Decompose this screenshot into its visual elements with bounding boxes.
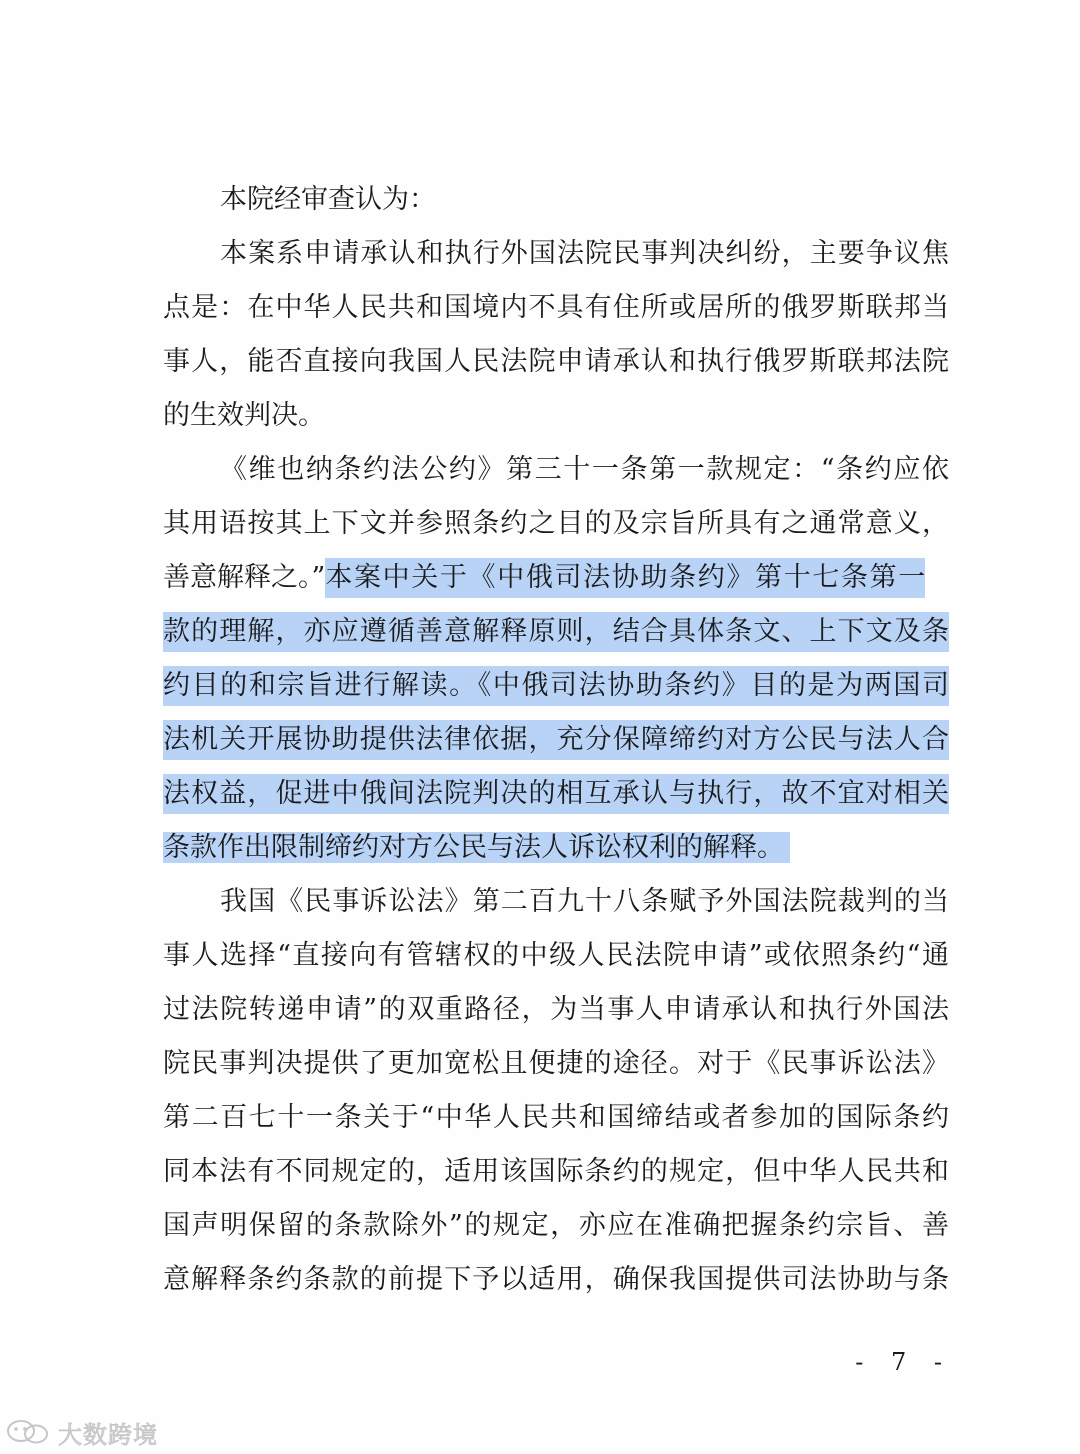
paragraph-line: 事人，能否直接向我国人民法院申请承认和执行俄罗斯联邦法院 (163, 346, 949, 377)
paragraph-line-mixed (163, 558, 925, 598)
paragraph-line: 院民事判决提供了更加宽松且便捷的途径。对于《民事诉讼法》 (163, 1048, 949, 1079)
paragraph-line: 意解释条约条款的前提下予以适用，确保我国提供司法协助与条 (163, 1264, 949, 1295)
paragraph-line: 本案系申请承认和执行外国法院民事判决纠纷，主要争议焦 (220, 238, 949, 269)
highlighted-text: 条款作出限制缔约对方公民与法人诉讼权利的解释。 (163, 832, 790, 863)
paragraph-line: 同本法有不同规定的，适用该国际条约的规定，但中华人民共和 (163, 1156, 949, 1187)
highlighted-line-wrap (163, 720, 949, 760)
highlighted-line-wrap (163, 666, 949, 706)
paragraph-line: 事人选择“直接向有管辖权的中级人民法院申请”或依照条约“通 (163, 940, 949, 971)
paragraph-line: 《维也纳条约法公约》第三十一条第一款规定：“条约应依 (220, 454, 949, 485)
paragraph-line: 过法院转递申请”的双重路径，为当事人申请承认和执行外国法 (163, 994, 949, 1025)
highlighted-text: 本案中关于《中俄司法协助条约》第十七条第一 (325, 558, 925, 598)
page-number: - 7 - (855, 1348, 952, 1376)
highlighted-text: 约目的和宗旨进行解读。《中俄司法协助条约》目的是为两国司 (163, 666, 949, 706)
paragraph-line: 其用语按其上下文并参照条约之目的及宗旨所具有之通常意义， (163, 508, 949, 539)
highlighted-line-wrap (163, 774, 949, 814)
paragraph-line: 的生效判决。 (163, 400, 325, 431)
highlighted-text: 款的理解，亦应遵循善意解释原则，结合具体条文、上下文及条 (163, 612, 949, 652)
wechat-style-logo-icon (4, 1418, 52, 1446)
highlighted-line-wrap (163, 828, 790, 868)
paragraph-line: 我国《民事诉讼法》第二百九十八条赋予外国法院裁判的当 (220, 886, 949, 917)
watermark (4, 1414, 158, 1450)
paragraph-line: 点是：在中华人民共和国境内不具有住所或居所的俄罗斯联邦当 (163, 292, 949, 323)
highlighted-text: 法机关开展协助提供法律依据，充分保障缔约对方公民与法人合 (163, 720, 949, 760)
watermark-text: 大数跨境 (58, 1420, 158, 1449)
paragraph-line: 本院经审查认为： (220, 184, 436, 215)
highlighted-text: 法权益，促进中俄间法院判决的相互承认与执行，故不宜对相关 (163, 774, 949, 814)
unhighlighted-text: 善意解释之。” (163, 562, 326, 593)
highlighted-line-wrap (163, 612, 949, 652)
paragraph-line: 第二百七十一条关于“中华人民共和国缔结或者参加的国际条约 (163, 1102, 949, 1133)
paragraph-line: 国声明保留的条款除外”的规定，亦应在准确把握条约宗旨、善 (163, 1210, 949, 1241)
